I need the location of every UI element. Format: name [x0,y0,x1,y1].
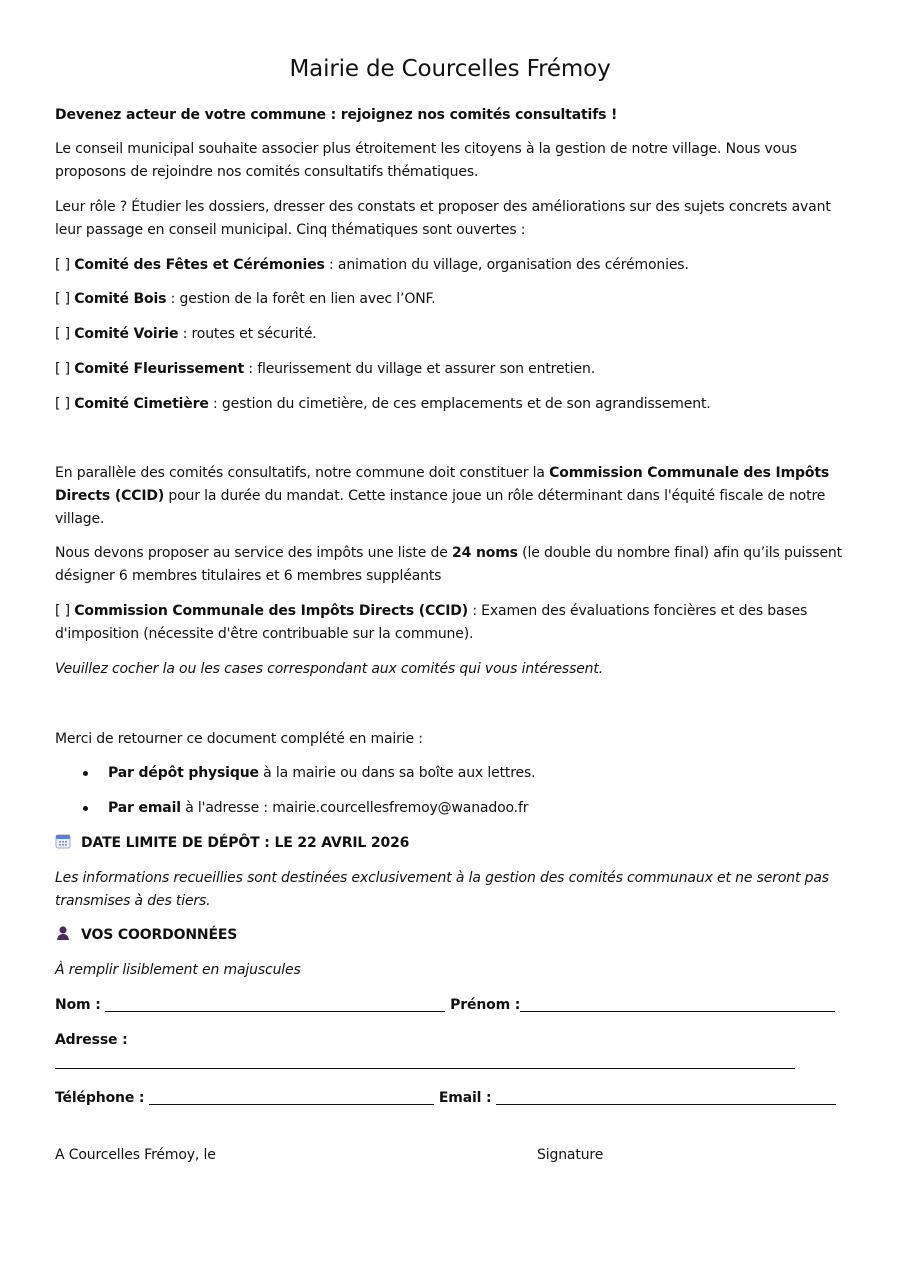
adresse-label: Adresse : [55,1032,128,1048]
intro-paragraph: Le conseil municipal souhaite associer plus étroitement les citoyens à la gestion de notre village. Nous vous proposons de rejoindre nos comités consultatifs thématiques. [55,141,797,180]
privacy-notice: Les informations recueillies sont destinées exclusivement à la gestion des comités communaux et ne seront pas transmises à des tiers. [55,870,829,909]
committee-desc: : gestion de la forêt en lien avec l’ONF. [166,291,436,307]
return-option-email: Par email à l'adresse : mairie.courcellesfremoy@wanadoo.fr [108,797,528,820]
ccid-names-paragraph: Nous devons proposer au service des impôts une liste de 24 noms (le double du nombre final) afin qu’ils puissent désigner 6 membres titulaires et 6 membres suppléants [55,545,842,584]
committee-name: Comité Bois [74,291,167,307]
checkbox[interactable]: [ ] [55,361,70,377]
email-field[interactable] [496,1088,836,1105]
ccid-desc: : Examen des évaluations foncières et des bases d'imposition (nécessite d'être contribuable sur la commune). [55,603,808,642]
checkbox[interactable]: [ ] [55,257,70,273]
coords-hint: À remplir lisiblement en majuscules [55,962,301,978]
checkbox[interactable]: [ ] [55,603,70,619]
committee-item[interactable] [55,288,847,311]
ccid-paragraph: En parallèle des comités consultatifs, notre commune doit constituer la Commission Communale des Impôts Directs (CCID) pour la durée du mandat. Cette instance joue un rôle déterminant dans l'équité fiscale de notre village. [55,465,830,527]
committee-item[interactable] [55,358,847,381]
checkbox[interactable]: [ ] [55,326,70,342]
calendar-icon [55,833,71,857]
coords-heading: VOS COORDONNÉES [55,924,847,949]
checkbox[interactable]: [ ] [55,291,70,307]
committee-item[interactable] [55,323,847,346]
committee-item[interactable] [55,393,847,416]
return-option-deposit: Par dépôt physique à la mairie ou dans sa boîte aux lettres. [108,762,535,785]
person-icon [55,925,71,949]
page-title: Mairie de Courcelles Frémoy [289,56,611,82]
deadline-heading: DATE LIMITE DE DÉPÔT : LE 22 AVRIL 2026 [55,832,847,857]
committee-desc: : gestion du cimetière, de ces emplacements et de son agrandissement. [208,396,711,412]
role-paragraph: Leur rôle ? Étudier les dossiers, dresser des constats et proposer des améliorations sur des sujets concrets avant leur passage en conseil municipal. Cinq thématiques sont ouvertes : [55,199,831,238]
committee-desc: : animation du village, organisation des cérémonies. [324,257,689,273]
signature-label: Signature [537,1147,604,1163]
headline: Devenez acteur de votre commune : rejoignez nos comités consultatifs ! [55,107,618,123]
committee-name: Comité des Fêtes et Cérémonies [74,257,325,273]
checkbox[interactable]: [ ] [55,396,70,412]
prenom-field[interactable] [520,995,835,1012]
return-text: Merci de retourner ce document complété en mairie : [55,731,423,747]
email-label: Email : [438,1090,492,1106]
adresse-field[interactable] [55,1068,795,1069]
committee-name: Comité Fleurissement [74,361,245,377]
committee-name: Comité Cimetière [74,396,209,412]
place-date: A Courcelles Frémoy, le [55,1147,216,1163]
committee-name: Comité Voirie [74,326,179,342]
committee-item[interactable] [55,254,847,277]
name-row [55,994,835,1017]
telephone-label: Téléphone : [55,1090,145,1106]
committee-desc: : routes et sécurité. [178,326,317,342]
instruction: Veuillez cocher la ou les cases correspondant aux comités qui vous intéressent. [55,661,604,677]
committee-desc: : fleurissement du village et assurer son entretien. [244,361,596,377]
nom-field[interactable] [105,995,445,1012]
ccid-item[interactable] [55,600,847,646]
telephone-field[interactable] [149,1088,434,1105]
prenom-label: Prénom : [450,997,521,1013]
contact-row [55,1087,836,1110]
nom-label: Nom : [55,997,101,1013]
ccid-name: Commission Communale des Impôts Directs (CCID) [74,603,469,619]
